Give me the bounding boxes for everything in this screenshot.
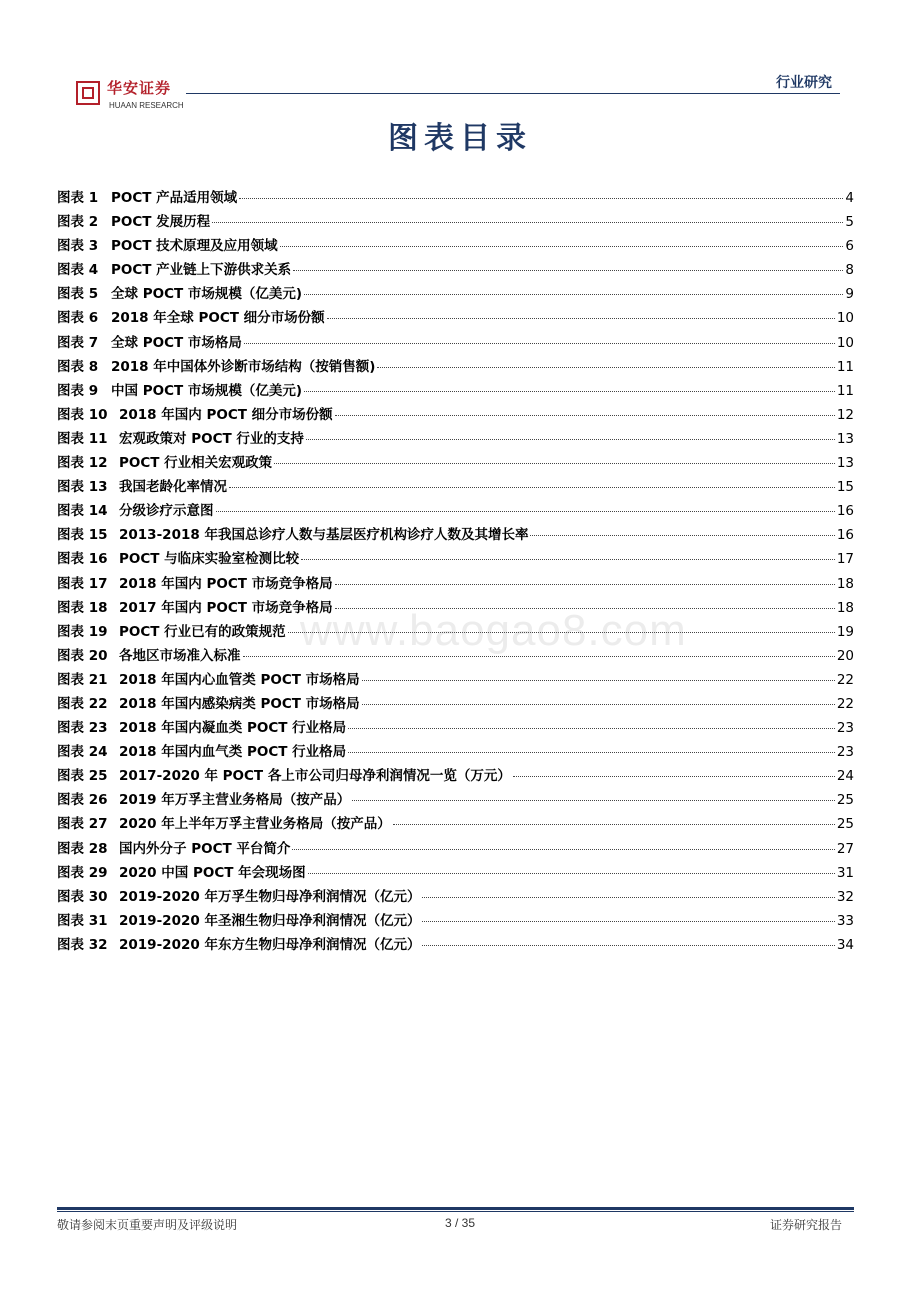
- toc-entry-title: 2018 年国内 POCT 市场竞争格局: [119, 575, 333, 592]
- toc-entry[interactable]: [57, 692, 854, 716]
- toc-entry-page: 10: [836, 310, 854, 327]
- toc-entry-page: 33: [836, 912, 854, 929]
- dot-leader: [306, 438, 835, 440]
- toc-entry-title: 2019-2020 年万孚生物归母净利润情况（亿元）: [119, 888, 421, 905]
- toc-entry-title: 各地区市场准入标准: [119, 647, 241, 664]
- toc-entry-page: 23: [836, 720, 854, 737]
- toc-entry-page: 25: [836, 792, 854, 809]
- toc-entry-title: POCT 发展历程: [111, 214, 211, 231]
- toc-entry[interactable]: [57, 933, 854, 957]
- toc-entry-title: 2017 年国内 POCT 市场竞争格局: [119, 599, 333, 616]
- page-number: 3 / 35: [444, 1216, 476, 1230]
- toc-entry[interactable]: [57, 837, 854, 861]
- toc-entry[interactable]: [57, 523, 854, 547]
- dot-leader: [422, 944, 834, 946]
- dot-leader: [216, 510, 835, 512]
- toc-entry-title: POCT 行业相关宏观政策: [119, 455, 273, 472]
- toc-entry-title: 2019-2020 年圣湘生物归母净利润情况（亿元）: [119, 912, 421, 929]
- dot-leader: [422, 896, 834, 898]
- toc-entry-title: 2019-2020 年东方生物归母净利润情况（亿元）: [119, 936, 421, 953]
- toc-entry-title: 2018 年国内 POCT 细分市场份额: [119, 406, 333, 423]
- toc-entry-label: 图表 19: [57, 623, 108, 640]
- toc-entry-page: 24: [836, 768, 854, 785]
- toc-entry-page: 23: [836, 744, 854, 761]
- toc-entry-page: 6: [845, 238, 854, 255]
- toc-entry-label: 图表 3: [57, 238, 99, 255]
- toc-entry-page: 10: [836, 334, 854, 351]
- toc-entry-page: 31: [836, 864, 854, 881]
- toc-entry-title: 宏观政策对 POCT 行业的支持: [119, 430, 304, 447]
- toc-entry[interactable]: [57, 740, 854, 764]
- footer-divider: [57, 1207, 854, 1210]
- toc-entry[interactable]: [57, 355, 854, 379]
- toc-entry[interactable]: [57, 427, 854, 451]
- report-type-label: 证券研究报告: [769, 1218, 842, 1232]
- toc-entry[interactable]: [57, 764, 854, 788]
- toc-entry-title: POCT 技术原理及应用领域: [111, 238, 278, 255]
- toc-entry-title: 2020 中国 POCT 年会现场图: [119, 864, 306, 881]
- toc-entry[interactable]: [57, 668, 854, 692]
- toc-entry-label: 图表 4: [57, 262, 99, 279]
- table-of-figures: [57, 186, 854, 957]
- huaan-logo-icon: [76, 81, 100, 105]
- toc-entry-title: 2019 年万孚主营业务格局（按产品）: [119, 792, 351, 809]
- toc-entry-page: 16: [836, 503, 854, 520]
- toc-entry[interactable]: [57, 499, 854, 523]
- toc-entry-label: 图表 5: [57, 286, 99, 303]
- toc-entry[interactable]: [57, 572, 854, 596]
- dot-leader: [301, 558, 835, 560]
- dot-leader: [362, 703, 835, 705]
- toc-entry-label: 图表 20: [57, 647, 108, 664]
- page-title: 图表目录: [388, 121, 532, 156]
- dot-leader: [274, 462, 835, 464]
- toc-entry-title: 2018 年中国体外诊断市场结构（按销售额): [111, 358, 376, 375]
- toc-entry-page: 34: [836, 936, 854, 953]
- toc-entry-label: 图表 10: [57, 406, 108, 423]
- dot-leader: [304, 390, 835, 392]
- toc-entry-page: 12: [836, 406, 854, 423]
- toc-entry-title: 2017-2020 年 POCT 各上市公司归母净利润情况一览（万元）: [119, 768, 511, 785]
- toc-entry-label: 图表 12: [57, 455, 108, 472]
- toc-entry-label: 图表 14: [57, 503, 108, 520]
- dot-leader: [352, 799, 835, 801]
- toc-entry[interactable]: [57, 861, 854, 885]
- toc-entry-label: 图表 17: [57, 575, 108, 592]
- toc-entry-label: 图表 31: [57, 912, 108, 929]
- toc-entry-title: 我国老龄化率情况: [119, 479, 227, 496]
- toc-entry[interactable]: [57, 379, 854, 403]
- toc-entry-page: 25: [836, 816, 854, 833]
- dot-leader: [293, 269, 843, 271]
- toc-entry-title: 全球 POCT 市场规模（亿美元): [111, 286, 303, 303]
- header-divider: [186, 93, 840, 94]
- toc-entry-label: 图表 25: [57, 768, 108, 785]
- dot-leader: [348, 727, 835, 729]
- toc-entry-label: 图表 8: [57, 358, 99, 375]
- toc-entry[interactable]: [57, 909, 854, 933]
- toc-entry-title: 2020 年上半年万孚主营业务格局（按产品）: [119, 816, 391, 833]
- toc-entry-page: 11: [836, 382, 854, 399]
- dot-leader: [513, 775, 835, 777]
- toc-entry-title: 国内外分子 POCT 平台简介: [119, 840, 291, 857]
- toc-entry-label: 图表 24: [57, 744, 108, 761]
- toc-entry-title: POCT 产品适用领域: [111, 190, 238, 206]
- toc-entry-title: 2013-2018 年我国总诊疗人数与基层医疗机构诊疗人数及其增长率: [119, 527, 529, 544]
- toc-entry-title: 2018 年国内感染病类 POCT 市场格局: [119, 695, 360, 712]
- toc-entry-label: 图表 26: [57, 792, 108, 809]
- toc-entry-label: 图表 32: [57, 936, 108, 953]
- footer-divider-thin: [57, 1211, 854, 1212]
- page-header: [0, 0, 920, 110]
- toc-entry-label: 图表 7: [57, 334, 99, 351]
- toc-entry-title: POCT 与临床实验室检测比较: [119, 551, 300, 568]
- toc-entry-label: 图表 2: [57, 214, 99, 231]
- toc-entry-title: 2018 年国内心血管类 POCT 市场格局: [119, 671, 360, 688]
- toc-entry-label: 图表 22: [57, 695, 108, 712]
- report-section-label: 行业研究: [776, 75, 832, 91]
- dot-leader: [239, 197, 843, 199]
- toc-entry-page: 18: [836, 599, 854, 616]
- toc-entry[interactable]: [57, 186, 854, 210]
- dot-leader: [348, 751, 835, 753]
- toc-entry-label: 图表 27: [57, 816, 108, 833]
- toc-entry-title: POCT 产业链上下游供求关系: [111, 262, 292, 279]
- toc-entry[interactable]: [57, 234, 854, 258]
- toc-entry[interactable]: [57, 331, 854, 355]
- toc-entry-label: 图表 11: [57, 430, 108, 447]
- toc-entry[interactable]: [57, 475, 854, 499]
- dot-leader: [244, 342, 835, 344]
- toc-entry-page: 4: [845, 190, 854, 206]
- toc-entry[interactable]: [57, 547, 854, 571]
- toc-entry-label: 图表 23: [57, 720, 108, 737]
- toc-entry-title: POCT 行业已有的政策规范: [119, 623, 286, 640]
- brand-name-cn: 华安证券: [107, 79, 172, 97]
- dot-leader: [377, 366, 834, 368]
- toc-entry-page: 22: [836, 695, 854, 712]
- toc-entry[interactable]: [57, 403, 854, 427]
- toc-entry-page: 19: [836, 623, 854, 640]
- toc-entry-page: 11: [836, 358, 854, 375]
- dot-leader: [393, 823, 835, 825]
- toc-entry-label: 图表 13: [57, 479, 108, 496]
- toc-entry-page: 27: [836, 840, 854, 857]
- toc-entry-page: 5: [845, 214, 854, 231]
- toc-entry-page: 32: [836, 888, 854, 905]
- toc-entry-label: 图表 16: [57, 551, 108, 568]
- toc-entry-title: 2018 年国内血气类 POCT 行业格局: [119, 744, 347, 761]
- toc-entry-page: 16: [836, 527, 854, 544]
- toc-entry-label: 图表 6: [57, 310, 99, 327]
- toc-entry-page: 9: [845, 286, 854, 303]
- toc-entry-label: 图表 30: [57, 888, 108, 905]
- dot-leader: [335, 583, 835, 585]
- toc-entry-label: 图表 28: [57, 840, 108, 857]
- dot-leader: [327, 317, 835, 319]
- toc-entry[interactable]: [57, 258, 854, 282]
- toc-entry[interactable]: [57, 282, 854, 306]
- toc-entry-page: 15: [836, 479, 854, 496]
- toc-entry-page: 13: [836, 455, 854, 472]
- brand-name-en: HUAAN RESEARCH: [109, 101, 184, 110]
- toc-entry-title: 2018 年全球 POCT 细分市场份额: [111, 310, 325, 327]
- toc-entry[interactable]: [57, 451, 854, 475]
- toc-entry[interactable]: [57, 788, 854, 812]
- toc-entry[interactable]: [57, 885, 854, 909]
- dot-leader: [229, 486, 835, 488]
- toc-entry-label: 图表 29: [57, 864, 108, 881]
- toc-entry-label: 图表 21: [57, 671, 108, 688]
- toc-entry-page: 17: [836, 551, 854, 568]
- toc-entry-title: 全球 POCT 市场格局: [111, 334, 242, 351]
- toc-entry-label: 图表 18: [57, 599, 108, 616]
- toc-entry-title: 中国 POCT 市场规模（亿美元): [111, 382, 303, 399]
- toc-entry-label: 图表 9: [57, 382, 99, 399]
- toc-entry-page: 20: [836, 647, 854, 664]
- dot-leader: [212, 221, 843, 223]
- toc-entry-title: 2018 年国内凝血类 POCT 行业格局: [119, 720, 347, 737]
- toc-entry-page: 22: [836, 671, 854, 688]
- toc-entry[interactable]: [57, 812, 854, 836]
- disclaimer-note: 敬请参阅末页重要声明及评级说明: [57, 1218, 238, 1232]
- toc-entry[interactable]: [57, 716, 854, 740]
- toc-entry-label: 图表 15: [57, 527, 108, 544]
- toc-entry-label: 图表 1: [57, 190, 99, 206]
- dot-leader: [530, 534, 834, 536]
- watermark: www.baogao8.com: [300, 606, 687, 655]
- dot-leader: [335, 414, 835, 416]
- toc-entry[interactable]: [57, 306, 854, 330]
- dot-leader: [304, 293, 843, 295]
- toc-entry-page: 8: [845, 262, 854, 279]
- dot-leader: [280, 245, 844, 247]
- dot-leader: [422, 920, 834, 922]
- dot-leader: [308, 872, 835, 874]
- dot-leader: [362, 679, 835, 681]
- toc-entry-page: 13: [836, 430, 854, 447]
- dot-leader: [292, 848, 834, 850]
- toc-entry-page: 18: [836, 575, 854, 592]
- toc-entry-title: 分级诊疗示意图: [119, 503, 214, 520]
- toc-entry[interactable]: [57, 210, 854, 234]
